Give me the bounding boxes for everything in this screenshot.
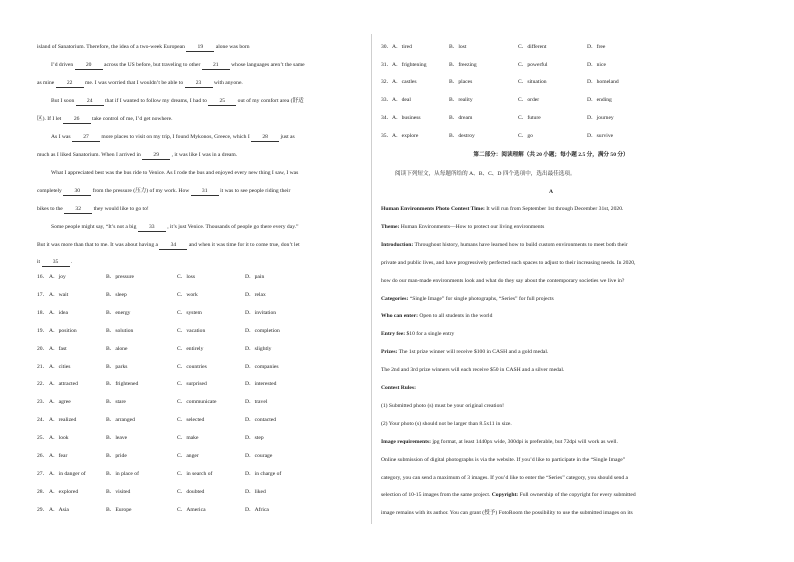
answer-blank: 21 <box>202 61 230 70</box>
option-c: C．future <box>518 114 541 121</box>
answer-blank: 33 <box>138 223 166 232</box>
reading-instruction: 阅读下列短文，从每题所给的 A、B、C、D 四个选项中，选出最佳选项。 <box>395 171 576 177</box>
answer-blank: 31 <box>191 187 219 196</box>
field-label: Categories: <box>381 295 409 302</box>
answer-blank: 19 <box>186 43 214 52</box>
passage-line <box>37 241 300 250</box>
passage-line <box>51 61 305 70</box>
passage-line <box>381 438 618 446</box>
question-number: 26． <box>37 453 49 459</box>
passage-text: as mine <box>37 80 56 86</box>
option-d: D．liked <box>245 488 266 495</box>
right-column <box>381 0 721 562</box>
answer-blank: 24 <box>76 97 104 106</box>
passage-text: bikes to the <box>37 206 65 212</box>
option-d: D．journey <box>587 114 614 121</box>
passage-text: take control of me, I’d get nowhere. <box>90 116 173 122</box>
passage-line <box>381 259 635 267</box>
question-number: 18． <box>37 309 49 316</box>
passage-text: But it was more than that to me. It was about having a <box>37 242 160 248</box>
field-text: jpg format, at least 1440px wide, 300dpi is preferable, but 72dpi will work as well. <box>430 438 618 445</box>
answer-blank: 27 <box>72 133 100 142</box>
passage-line <box>37 258 72 267</box>
option-b: B．places <box>449 79 473 86</box>
option-a: A．castles <box>392 79 417 86</box>
option-b: B．alone <box>106 345 128 352</box>
option-a: A．in danger of <box>49 470 86 477</box>
passage-text: , it was like I was in a dream. <box>170 152 238 158</box>
passage-line <box>381 348 548 356</box>
passage-text: , it’s just Venice. Thousands of people go there every day.” <box>165 224 299 230</box>
option-c: C．America <box>177 506 206 513</box>
option-b: B．parks <box>106 363 128 370</box>
passage-text: What I appreciated best was the bus ride to Venice. As I rode the bus and enjoyed every new thing I saw, I was <box>51 170 299 176</box>
passage-line <box>381 277 624 285</box>
answer-blank: 34 <box>159 241 187 250</box>
option-c: C．in search of <box>177 470 213 477</box>
passage-text: . <box>69 259 73 265</box>
option-a: A．position <box>49 327 77 334</box>
question-number: 25． <box>37 435 49 442</box>
passage-text: me. I was worried that I wouldn’t be able to <box>83 80 185 86</box>
option-a: A．realized <box>49 417 77 424</box>
option-b: B．energy <box>106 309 131 316</box>
field-text: The 2nd and 3rd prize winners will each receive $50 in CASH and a silver medal. <box>381 367 565 374</box>
question-number: 28． <box>37 488 49 495</box>
option-b: B．lost <box>449 44 467 50</box>
option-a: A．fast <box>49 345 67 352</box>
passage-text: more places to visit on my trip, I found Mykonos, Greece, which I <box>99 134 252 140</box>
option-a: A．explored <box>49 488 79 495</box>
question-number: 24． <box>37 417 49 424</box>
passage-letter: A <box>548 189 554 195</box>
option-a: A．fear <box>49 453 68 459</box>
option-b: B．pressure <box>106 274 134 280</box>
field-text: “Single Image” for single photographs, “Series” for full projects <box>408 295 554 302</box>
passage-line <box>381 384 416 392</box>
option-c: C．doubted <box>177 488 205 495</box>
passage-text: across the US before, but traveling to other <box>102 62 202 68</box>
field-text: how do our man-made environments look and what do they say about the contemporary societies we live in? <box>381 277 625 284</box>
question-number: 16． <box>37 274 49 280</box>
option-d: D．ending <box>587 97 612 104</box>
answer-blank: 35 <box>42 258 70 267</box>
question-number: 20． <box>37 345 49 352</box>
passage-line <box>381 223 544 231</box>
option-d: D．nice <box>587 61 606 68</box>
answer-blank: 28 <box>251 133 279 142</box>
field-text: (2) Your photo (s) should not be larger than 8.5x11 in size. <box>381 420 512 427</box>
passage-line <box>37 43 250 52</box>
option-b: B．frightened <box>106 381 139 388</box>
field-label: Entry fee: <box>381 331 406 338</box>
passage-line <box>51 223 299 232</box>
question-number: 33． <box>381 97 393 104</box>
option-c: C．entirely <box>177 345 204 352</box>
question-number: 30． <box>381 44 393 50</box>
option-a: A．idea <box>49 309 68 316</box>
option-d: D．interested <box>245 381 277 388</box>
field-text: Open to all students in the world <box>417 313 493 320</box>
option-c: C．go <box>518 132 533 139</box>
passage-text: that if I wanted to follow my dreams, I had to <box>103 98 209 104</box>
option-d: D．free <box>587 44 606 50</box>
passage-line <box>381 205 623 213</box>
option-d: D．in charge of <box>245 470 282 477</box>
passage-line <box>51 169 298 177</box>
question-number: 35． <box>381 132 393 139</box>
option-c: C．communicate <box>177 399 217 406</box>
passage-text: Some people might say, “It’s not a big <box>51 224 138 230</box>
option-b: B．reality <box>449 97 473 104</box>
passage-text: just as <box>279 134 295 140</box>
passage-line <box>381 241 628 249</box>
passage-line <box>381 312 492 320</box>
option-d: D．relax <box>245 291 266 298</box>
option-c: C．make <box>177 435 199 442</box>
option-b: B．destroy <box>449 132 475 139</box>
option-d: D．completion <box>245 327 280 334</box>
passage-text: out of my comfort area (舒适 <box>236 98 304 104</box>
option-d: D．invitation <box>245 309 277 316</box>
passage-line <box>37 151 237 160</box>
option-d: D．companies <box>245 363 279 370</box>
option-b: B．solution <box>106 327 134 334</box>
question-number: 29． <box>37 506 49 513</box>
question-number: 34． <box>381 114 393 121</box>
answer-blank: 29 <box>142 151 170 160</box>
field-label: Contest Rules: <box>381 385 416 391</box>
answer-blank: 20 <box>75 61 103 70</box>
field-text: Full ownership of the copyright for every submitted <box>518 492 636 499</box>
option-d: D．courage <box>245 453 273 459</box>
passage-line <box>381 420 512 428</box>
option-c: C．system <box>177 309 202 316</box>
passage-line <box>51 133 295 142</box>
field-text: Online submission of digital photographs is via the website. If you’d like to participate in the “Single Image” <box>381 456 626 463</box>
option-a: A．attracted <box>49 381 78 388</box>
field-label: Introduction: <box>381 241 414 248</box>
option-d: D．survive <box>587 132 614 139</box>
option-d: D．homeland <box>587 79 619 86</box>
left-column <box>37 0 365 562</box>
option-d: D．pain <box>245 274 265 280</box>
option-c: C．surprised <box>177 381 207 388</box>
option-a: A．business <box>392 114 421 121</box>
answer-blank: 32 <box>64 205 92 214</box>
option-a: A．deal <box>392 97 411 104</box>
option-b: B．sleep <box>106 291 127 298</box>
passage-text: it was to see people riding their <box>218 188 291 194</box>
passage-line <box>37 205 149 214</box>
field-label: Copyright: <box>490 492 519 499</box>
passage-line <box>381 366 564 374</box>
section-title: 第二部分：阅读理解（共 20 小题；每小题 2.5 分，满分 50 分） <box>473 152 629 158</box>
field-text: private and public lives, and have progressively perfected such spaces to adjust to their increasing needs. In 2020, <box>381 259 636 266</box>
option-a: A．frightening <box>392 61 427 68</box>
passage-text: alone was born <box>214 44 250 50</box>
field-label: Prizes: <box>381 349 398 356</box>
option-c: C．different <box>518 44 547 50</box>
passage-text: But I soon <box>51 98 76 104</box>
option-a: A．agree <box>49 399 71 406</box>
option-d: D．travel <box>245 399 268 406</box>
passage-text: it <box>37 259 42 265</box>
option-a: A．cities <box>49 363 71 370</box>
passage-text: with anyone. <box>212 80 243 86</box>
option-c: C．situation <box>518 79 547 86</box>
field-text: $10 for a single entry <box>405 331 455 338</box>
field-text: The 1st prize winner will receive $100 in CASH and a gold medal. <box>397 349 549 356</box>
question-number: 19． <box>37 327 49 334</box>
passage-text: much as I liked Sanatorium. When I arrived in <box>37 152 143 158</box>
field-text: category, you can send a maximum of 3 images. If you’d like to enter the “Series” category, you should send a <box>381 474 629 481</box>
option-c: C．order <box>518 97 540 104</box>
option-d: D．contacted <box>245 417 277 424</box>
field-text: selection of 10-15 images from the same project. <box>381 492 491 499</box>
passage-line <box>37 115 173 124</box>
option-c: C．anger <box>177 453 199 459</box>
field-label: Who can enter: <box>381 313 418 320</box>
column-divider <box>371 34 372 524</box>
option-a: A．explore <box>392 132 419 139</box>
option-b: B．dream <box>449 114 473 121</box>
option-b: B．arranged <box>106 417 135 424</box>
passage-text: completely <box>37 188 64 194</box>
option-a: A．joy <box>49 274 66 280</box>
option-c: C．vacation <box>177 327 206 334</box>
passage-line <box>381 509 633 517</box>
option-d: D．Africa <box>245 506 269 513</box>
answer-blank: 30 <box>63 187 91 196</box>
option-a: A．tired <box>392 44 412 50</box>
answer-blank: 25 <box>208 97 236 106</box>
answer-blank: 23 <box>185 79 213 88</box>
option-c: C．loss <box>177 274 196 280</box>
option-b: B．stare <box>106 399 126 406</box>
option-a: A．wait <box>49 291 69 298</box>
option-b: B．in place of <box>106 470 139 477</box>
option-a: A．look <box>49 435 69 442</box>
field-text: Human Environments—How to protect our living environments <box>399 223 545 230</box>
passage-line <box>381 491 636 499</box>
question-number: 22． <box>37 381 49 388</box>
answer-blank: 26 <box>63 115 91 124</box>
option-b: B．leave <box>106 435 128 442</box>
option-b: B．freezing <box>449 61 477 68</box>
passage-line <box>381 330 454 338</box>
option-b: B．pride <box>106 453 127 459</box>
option-c: C．powerful <box>518 61 548 68</box>
field-label: Human Environments Photo Contest Time: <box>381 206 485 212</box>
passage-line <box>381 295 554 303</box>
passage-text: I’d driven <box>51 62 75 68</box>
field-text: It will run from September 1st through December 31st, 2020. <box>484 206 624 212</box>
option-c: C．work <box>177 291 198 298</box>
passage-text: and when it was time for it to come true, don’t let <box>187 242 300 248</box>
question-number: 32． <box>381 79 393 86</box>
passage-text: 区). If I let <box>37 116 63 122</box>
passage-text: they would like to go to! <box>92 206 149 212</box>
passage-line <box>37 187 290 196</box>
field-text: (1) Submitted photo (s) must be your original creation! <box>381 402 505 409</box>
option-c: C．countries <box>177 363 207 370</box>
option-d: D．slightly <box>245 345 272 352</box>
question-number: 27． <box>37 470 49 477</box>
question-number: 23． <box>37 399 49 406</box>
field-text: Throughout history, humans have learned how to build custom environments to meet both their <box>413 241 628 248</box>
passage-text: from the pressure (压力) of my work. How <box>91 188 191 194</box>
passage-text: As I was <box>51 134 72 140</box>
option-b: B．visited <box>106 488 131 495</box>
question-number: 17． <box>37 291 49 298</box>
passage-line <box>37 79 243 88</box>
field-text: image remains with its author. You can grant (授予) FotoRoom the possibility to use the submitted images on its <box>381 510 633 517</box>
option-a: A．Asia <box>49 506 69 513</box>
option-c: C．selected <box>177 417 205 424</box>
field-label: Image requirements: <box>381 438 431 445</box>
question-number: 21． <box>37 363 49 370</box>
answer-blank: 22 <box>56 79 84 88</box>
passage-line <box>381 474 628 482</box>
field-label: Theme: <box>381 223 400 230</box>
passage-line <box>51 97 304 106</box>
option-b: B．Europe <box>106 506 132 513</box>
passage-text: whose languages aren’t the same <box>229 62 305 68</box>
passage-line <box>381 402 504 410</box>
passage-text: island of Sanatorium. Therefore, the idea of a two-week European <box>37 44 187 50</box>
question-number: 31． <box>381 61 393 68</box>
option-d: D．step <box>245 435 264 442</box>
passage-line <box>381 456 625 464</box>
